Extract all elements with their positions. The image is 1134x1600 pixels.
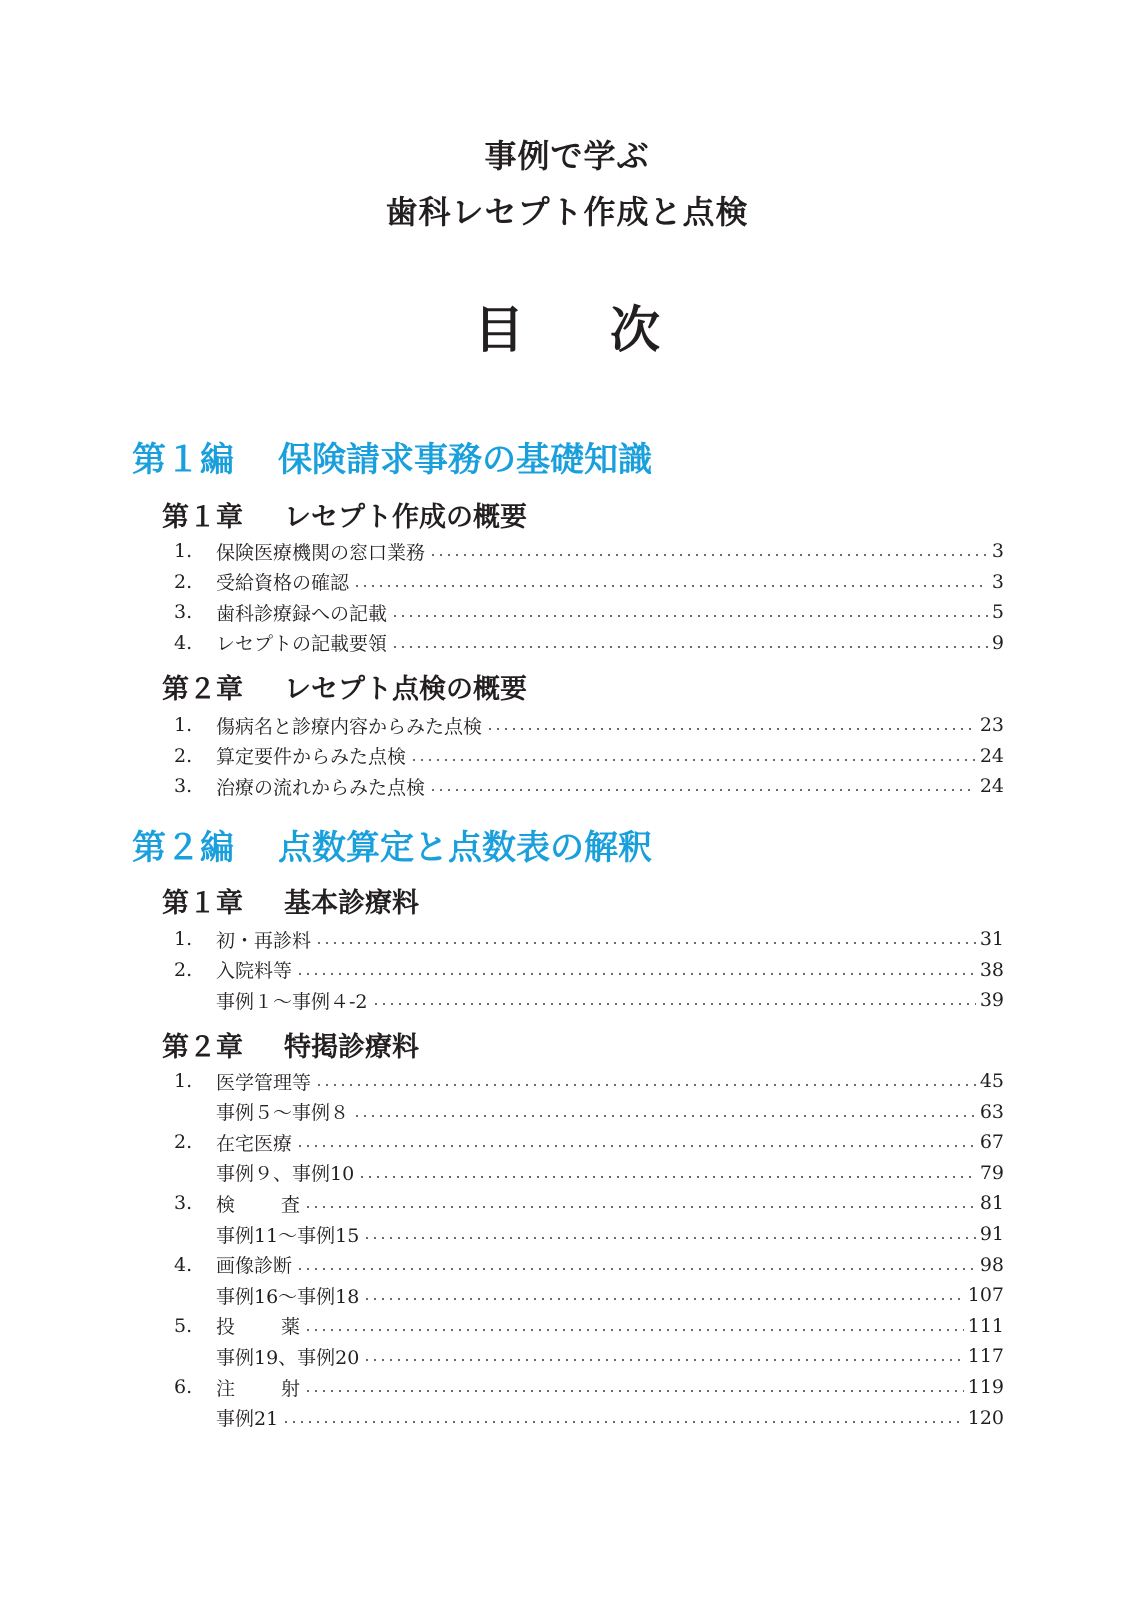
- page-number: 98: [979, 1253, 1004, 1276]
- entry-label: 入院料等: [216, 960, 293, 983]
- chapter-heading: [162, 886, 419, 922]
- entry-number: 1.: [174, 928, 193, 950]
- entry-label: 算定要件からみた点検: [216, 746, 407, 769]
- entry-label: 画像診断: [216, 1255, 293, 1278]
- page-number: 79: [979, 1161, 1004, 1184]
- leader-dots: [391, 615, 988, 617]
- chapter-title: レセプト作成の概要: [284, 502, 527, 533]
- entry-label: 事例19、事例20: [216, 1346, 360, 1369]
- page-number: 5: [991, 601, 1004, 624]
- toc-entry[interactable]: [174, 1372, 1004, 1402]
- entry-number: 1.: [174, 1070, 193, 1092]
- entry-label: 保険医療機関の窓口業務: [216, 541, 426, 564]
- entry-label: 事例16～事例18: [216, 1285, 360, 1308]
- page-number: 117: [967, 1345, 1004, 1368]
- toc-entry[interactable]: [174, 1311, 1004, 1341]
- toc-entry[interactable]: [174, 1158, 1004, 1188]
- entry-label: [216, 1190, 300, 1217]
- part-heading: [132, 438, 652, 482]
- page-number: 107: [967, 1284, 1004, 1307]
- leader-dots: [353, 585, 988, 587]
- leader-dots: [486, 728, 976, 730]
- entry-number: 4.: [174, 631, 193, 654]
- leader-dots: [296, 1268, 976, 1270]
- entry-label: 受給資格の確認: [216, 572, 350, 595]
- leader-dots: [296, 973, 976, 975]
- part-heading: [132, 826, 652, 870]
- entry-label-char: 射: [280, 1377, 300, 1400]
- leader-dots: [315, 942, 976, 944]
- toc-entry[interactable]: [174, 771, 1004, 801]
- toc-entry[interactable]: [174, 710, 1004, 740]
- page-number: 120: [967, 1406, 1004, 1429]
- leader-dots: [363, 1359, 963, 1361]
- leader-dots: [296, 1145, 976, 1147]
- chapter-heading: [162, 672, 527, 708]
- leader-dots: [363, 1237, 975, 1239]
- entry-number: 6.: [174, 1376, 193, 1398]
- chapter-title: 特掲診療料: [284, 1032, 419, 1063]
- toc-entry[interactable]: [174, 1066, 1004, 1096]
- leader-dots: [429, 789, 976, 791]
- entry-label: [216, 1312, 300, 1339]
- entry-label: 事例９、事例10: [216, 1163, 355, 1186]
- page-number: 3: [991, 570, 1004, 593]
- entry-number: 1.: [174, 540, 193, 562]
- toc-heading-left: 目: [474, 300, 524, 359]
- toc-entry[interactable]: [174, 1280, 1004, 1310]
- toc-entry[interactable]: [174, 1127, 1004, 1157]
- chapter-title: レセプト点検の概要: [284, 674, 527, 705]
- entry-number: 5.: [174, 1314, 193, 1337]
- entry-number: 3.: [174, 601, 193, 624]
- chapter-heading: [162, 1030, 419, 1066]
- leader-dots: [358, 1176, 976, 1178]
- page-number: 3: [991, 540, 1004, 562]
- leader-dots: [391, 646, 988, 648]
- leader-dots: [363, 1298, 963, 1300]
- page-number: 31: [979, 928, 1004, 950]
- page-number: 38: [979, 958, 1004, 981]
- entry-label: 歯科診療録への記載: [216, 602, 388, 625]
- entry-label: 医学管理等: [216, 1071, 312, 1094]
- page-number: 45: [979, 1070, 1004, 1092]
- toc-entry[interactable]: [174, 741, 1004, 771]
- entry-label-char: 査: [280, 1193, 300, 1216]
- leader-dots: [353, 1115, 976, 1117]
- chapter-number: 第１章: [162, 888, 243, 919]
- toc-heading-right: 次: [610, 300, 660, 359]
- part-number: 第１編: [132, 440, 234, 480]
- toc-entry[interactable]: [174, 567, 1004, 597]
- part-title: 保険請求事務の基礎知識: [278, 440, 652, 480]
- leader-dots: [304, 1329, 964, 1331]
- page-number: 9: [991, 631, 1004, 654]
- toc-entry[interactable]: [174, 1341, 1004, 1371]
- entry-label: 事例５～事例８: [216, 1102, 350, 1125]
- page-number: 119: [967, 1376, 1004, 1398]
- toc-entry[interactable]: [174, 985, 1004, 1015]
- toc-entry[interactable]: [174, 536, 1004, 566]
- toc-entry[interactable]: [174, 955, 1004, 985]
- entry-number: 2.: [174, 570, 193, 593]
- entry-label: 初・再診料: [216, 929, 312, 952]
- chapter-title: 基本診療料: [284, 888, 419, 919]
- entry-label: 治療の流れからみた点検: [216, 776, 426, 799]
- page-number: 67: [979, 1131, 1004, 1154]
- leader-dots: [315, 1084, 976, 1086]
- chapter-number: 第１章: [162, 502, 243, 533]
- page-number: 63: [979, 1100, 1004, 1123]
- toc-entry[interactable]: [174, 597, 1004, 627]
- leader-dots: [282, 1421, 964, 1423]
- page-number: 24: [979, 744, 1004, 767]
- page-number: 23: [979, 714, 1004, 736]
- leader-dots: [429, 554, 988, 556]
- entry-label: レセプトの記載要領: [216, 633, 388, 656]
- entry-label-char: 投: [216, 1316, 236, 1339]
- page-number: 81: [979, 1192, 1004, 1215]
- entry-number: 3.: [174, 775, 193, 798]
- part-number: 第２編: [132, 828, 234, 868]
- entry-number: 2.: [174, 1131, 193, 1154]
- entry-label: 傷病名と診療内容からみた点検: [216, 715, 483, 738]
- entry-label: 在宅医療: [216, 1132, 293, 1155]
- chapter-number: 第２章: [162, 674, 243, 705]
- toc-heading: [0, 298, 1134, 362]
- entry-label-char: 注: [216, 1377, 236, 1400]
- entry-number: 4.: [174, 1253, 193, 1276]
- toc-entry[interactable]: [174, 628, 1004, 658]
- page-number: 111: [967, 1314, 1004, 1337]
- toc-entry[interactable]: [174, 1097, 1004, 1127]
- page-number: 24: [979, 775, 1004, 798]
- toc-entry[interactable]: [174, 924, 1004, 954]
- leader-dots: [304, 1206, 976, 1208]
- toc-entry[interactable]: [174, 1219, 1004, 1249]
- toc-entry[interactable]: [174, 1188, 1004, 1218]
- chapter-heading: [162, 500, 527, 536]
- entry-number: 2.: [174, 744, 193, 767]
- page-number: 91: [979, 1223, 1004, 1245]
- entry-label: [216, 1374, 300, 1401]
- entry-label-char: 薬: [280, 1316, 300, 1339]
- leader-dots: [304, 1390, 964, 1392]
- part-title: 点数算定と点数表の解釈: [278, 828, 652, 868]
- page-number: 39: [979, 989, 1004, 1012]
- entry-number: 1.: [174, 714, 193, 736]
- entry-number: 3.: [174, 1192, 193, 1215]
- chapter-number: 第２章: [162, 1032, 243, 1063]
- toc-entry[interactable]: [174, 1250, 1004, 1280]
- entry-number: 2.: [174, 958, 193, 981]
- toc-entry[interactable]: [174, 1403, 1004, 1433]
- entry-label: 事例21: [216, 1408, 279, 1431]
- book-title-line-2: 歯科レセプト作成と点検: [385, 193, 749, 231]
- entry-label-char: 検: [216, 1193, 236, 1216]
- entry-label: 事例11～事例15: [216, 1224, 360, 1247]
- book-title-line-1: 事例で学ぶ: [484, 137, 650, 175]
- leader-dots: [372, 1003, 976, 1005]
- leader-dots: [410, 759, 976, 761]
- entry-label: 事例１～事例４-2: [216, 990, 368, 1013]
